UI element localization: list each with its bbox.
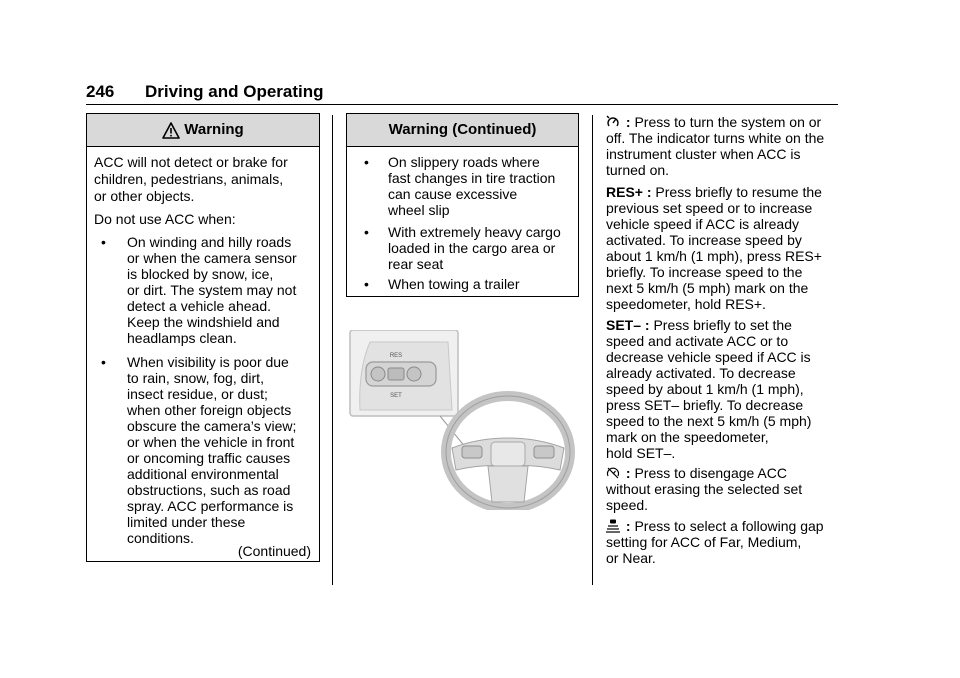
bullet-dot-icon: • [101,354,106,370]
res-description [606,184,846,312]
para-line: speed by about 1 km/h (1 mph), [606,381,804,397]
column-divider-right [592,115,593,585]
cruise-on-label: : [622,114,635,130]
bullet-line: can cause excessive [388,186,518,202]
page-title: Driving and Operating [145,82,324,101]
bullet-line: With extremely heavy cargo [388,224,561,240]
para-line: hold SET–. [606,445,676,461]
page-number: 246 [86,82,115,101]
warning-intro-line: or other objects. [94,188,195,204]
bullet-line: or oncoming traffic causes [127,450,291,466]
warning-box-continued [346,113,579,297]
para-line: setting for ACC of Far, Medium, [606,534,802,550]
para-line: Press briefly to set the [653,317,792,333]
bullet-line: additional environmental [127,466,279,482]
bullet-dot-icon: • [364,154,369,170]
para-line: about 1 km/h (1 mph), press RES+ [606,248,822,264]
bullet-line: On winding and hilly roads [127,234,292,250]
para-line: vehicle speed if ACC is already [606,216,799,232]
bullet-dot-icon: • [364,276,369,292]
para-line: next 5 km/h (5 mph) mark on the [606,280,809,296]
para-line: mark on the speedometer, [606,429,769,445]
para-line: instrument cluster when ACC is [606,146,801,162]
set-description [606,317,846,461]
para-line: Press to turn the system on or [634,114,822,130]
bullet-line: to rain, snow, fog, dirt, [127,370,264,386]
para-line: already activated. To decrease [606,365,796,381]
warning-intro-line: ACC will not detect or brake for [94,154,288,170]
column-divider-left [332,115,333,585]
res-plus-label: RES+ : [606,184,656,200]
para-line: previous set speed or to increase [606,200,813,216]
bullet-line: obscure the camera’s view; [127,418,297,434]
res-label: RES [389,353,403,359]
para-line: decrease vehicle speed if ACC is [606,349,811,365]
bullet-dot-icon: • [101,234,106,250]
bullet-line: fast changes in tire traction [388,170,556,186]
bullet-line: headlamps clean. [127,330,237,346]
bullet-line: or when the camera sensor [127,250,297,266]
bullet-line: rear seat [388,256,444,272]
page-header [86,84,838,106]
warning-triangle-icon [162,122,180,139]
bullet-line: obstructions, such as road [127,482,291,498]
bullet-line: when other foreign objects [127,402,292,418]
cancel-description [606,465,846,513]
para-line: Press to disengage ACC [634,465,787,481]
set-minus-label: SET– : [606,317,654,333]
bullet-line: spray. ACC performance is [127,498,294,514]
gap-label: : [622,518,635,534]
para-line: Press briefly to resume the [655,184,822,200]
bullet-line: is blocked by snow, ice, [127,266,274,282]
para-line: speedometer, hold RES+. [606,296,766,312]
header-rule [86,104,838,105]
warning-do-not: Do not use ACC when: [94,211,236,227]
bullet-line: When visibility is poor due [127,354,289,370]
para-line: speed. [606,497,649,513]
para-line: without erasing the selected set [606,481,803,497]
bullet-dot-icon: • [364,224,369,240]
cruise-cancel-icon [606,466,620,480]
warning-intro-line: children, pedestrians, animals, [94,171,284,187]
cruise-on-description [606,114,846,178]
bullet-line: insect residue, or dust; [127,386,268,402]
warning-heading [87,114,319,147]
bullet-line: or when the vehicle in front [127,434,295,450]
bullet-line: limited under these [127,514,246,530]
steering-wheel-illustration [348,330,578,510]
para-line: Press to select a following gap [634,518,824,534]
following-gap-icon [606,519,620,533]
gap-description [606,518,846,566]
continued-note: (Continued) [237,543,311,559]
warning-heading [347,114,578,147]
bullet-line: On slippery roads where [388,154,540,170]
bullet-line: When towing a trailer [388,276,520,292]
para-line: speed to the next 5 km/h (5 mph) [606,413,812,429]
bullet-line: or dirt. The system may not [127,282,297,298]
para-line: or Near. [606,550,656,566]
warning-heading-text: Warning [184,121,244,138]
warning-heading-text: Warning (Continued) [388,121,537,138]
cruise-on-icon [606,115,620,129]
cancel-label: : [622,465,635,481]
para-line: speed and activate ACC or to [606,333,789,349]
bullet-line: conditions. [127,530,194,546]
para-line: briefly. To increase speed to the [606,264,803,280]
para-line: turned on. [606,162,670,178]
para-line: press SET– briefly. To decrease [606,397,804,413]
set-label: SET [390,393,402,399]
bullet-line: wheel slip [388,202,450,218]
bullet-line: loaded in the cargo area or [388,240,556,256]
para-line: off. The indicator turns white on the [606,130,825,146]
bullet-line: detect a vehicle ahead. [127,298,271,314]
para-line: activated. To increase speed by [606,232,802,248]
warning-box [86,113,320,562]
bullet-line: Keep the windshield and [127,314,280,330]
